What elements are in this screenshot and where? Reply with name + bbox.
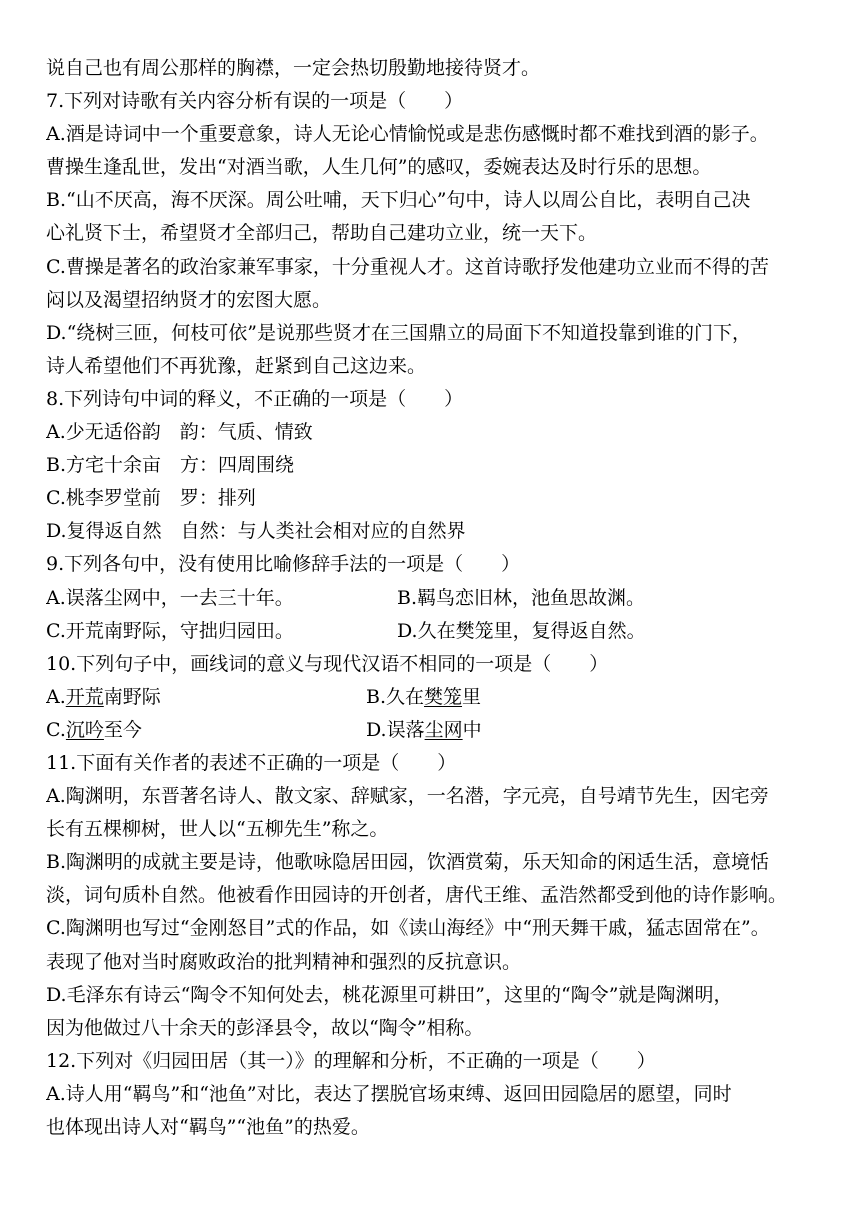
option-c: C.沉吟至今 bbox=[46, 718, 142, 741]
option-b: B.羁鸟恋旧林，池鱼思故渊。 bbox=[397, 586, 646, 609]
text-line: 说自己也有周公那样的胸襟，一定会热切殷勤地接待贤才。 bbox=[46, 57, 541, 79]
text-line: C.曹操是著名的政治家兼军事家，十分重视人才。这首诗歌抒发他建功立业而不得的苦 bbox=[46, 255, 769, 278]
option-d: D.误落尘网中 bbox=[366, 718, 482, 741]
text-line: B.陶渊明的成就主要是诗，他歌咏隐居田园，饮酒赏菊，乐天知命的闲适生活，意境恬 bbox=[46, 851, 770, 874]
text-line: 也体现出诗人对“羁鸟”“池鱼”的热爱。 bbox=[46, 1116, 370, 1138]
text-line: 表现了他对当时腐败政治的批判精神和强烈的反抗意识。 bbox=[46, 950, 522, 973]
option-row bbox=[46, 582, 816, 615]
option-a: A.误落尘网中，一去三十年。 bbox=[46, 586, 294, 609]
text-line: 诗人希望他们不再犹豫，赶紧到自己这边来。 bbox=[46, 354, 427, 377]
question-11-stem: 11.下面有关作者的表述不正确的一项是（ ） bbox=[46, 751, 457, 774]
option-b: B.久在樊笼里 bbox=[366, 685, 482, 708]
text-line: B.“山不厌高，海不厌深。周公吐哺，天下归心”句中，诗人以周公自比，表明自己决 bbox=[46, 189, 751, 212]
option-row bbox=[46, 681, 816, 714]
option-row bbox=[46, 714, 816, 747]
text-line: A.陶渊明，东晋著名诗人、散文家、辞赋家，一名潜，字元亮，自号靖节先生，因宅旁 bbox=[46, 785, 769, 808]
underlined-word: 尘网 bbox=[424, 718, 463, 741]
option-row bbox=[46, 615, 816, 648]
text-line: 闷以及渴望招纳贤才的宏图大愿。 bbox=[46, 288, 332, 311]
text-line: C.桃李罗堂前 罗：排列 bbox=[46, 487, 256, 510]
question-10-stem: 10.下列句子中，画线词的意义与现代汉语不相同的一项是（ ） bbox=[46, 652, 609, 675]
text-line: D.毛泽东有诗云“陶令不知何处去，桃花源里可耕田”，这里的“陶令”就是陶渊明， bbox=[46, 983, 733, 1006]
option-c: C.开荒南野际，守拙归园田。 bbox=[46, 619, 294, 642]
text-line: 心礼贤下士，希望贤才全部归己，帮助自己建功立业，统一天下。 bbox=[46, 222, 598, 245]
text-line: A.诗人用“羁鸟”和“池鱼”对比，表达了摆脱官场束缚、返回田园隐居的愿望，同时 bbox=[46, 1082, 732, 1105]
text-line: A.少无适俗韵 韵：气质、情致 bbox=[46, 421, 313, 444]
question-12-stem: 12.下列对《归园田居（其一）》的理解和分析，不正确的一项是（ ） bbox=[46, 1049, 656, 1072]
text-line: C.陶渊明也写过“金刚怒目”式的作品，如《读山海经》中“刑天舞干戚，猛志固常在”。 bbox=[46, 917, 770, 940]
question-8-stem: 8.下列诗句中词的释义，不正确的一项是（ ） bbox=[46, 387, 464, 410]
text-line: D.复得返自然 自然：与人类社会相对应的自然界 bbox=[46, 520, 466, 543]
text-line: 曹操生逢乱世，发出“对酒当歌，人生几何”的感叹，委婉表达及时行乐的思想。 bbox=[46, 156, 712, 179]
text-line: D.“绕树三匝，何枝可依”是说那些贤才在三国鼎立的局面下不知道投靠到谁的门下， bbox=[46, 321, 752, 344]
text-line: 淡，词句质朴自然。他被看作田园诗的开创者，唐代王维、孟浩然都受到他的诗作影响。 bbox=[46, 884, 788, 907]
text-line: A.酒是诗词中一个重要意象，诗人无论心情愉悦或是悲伤感慨时都不难找到酒的影子。 bbox=[46, 123, 769, 146]
question-9-stem: 9.下列各句中，没有使用比喻修辞手法的一项是（ ） bbox=[46, 553, 521, 576]
option-a: A.开荒南野际 bbox=[46, 685, 161, 708]
underlined-word: 樊笼 bbox=[424, 685, 463, 708]
text-line: 因为他做过八十余天的彭泽县令，故以“陶令”相称。 bbox=[46, 1016, 484, 1039]
question-7-stem: 7.下列对诗歌有关内容分析有误的一项是（ ） bbox=[46, 90, 464, 113]
text-line: B.方宅十余亩 方：四周围绕 bbox=[46, 454, 295, 477]
underlined-word: 沉吟 bbox=[65, 718, 104, 741]
text-line: 长有五棵柳树，世人以“五柳先生”称之。 bbox=[46, 818, 389, 841]
underlined-word: 开荒 bbox=[65, 685, 104, 708]
option-d: D.久在樊笼里，复得返自然。 bbox=[397, 619, 646, 642]
